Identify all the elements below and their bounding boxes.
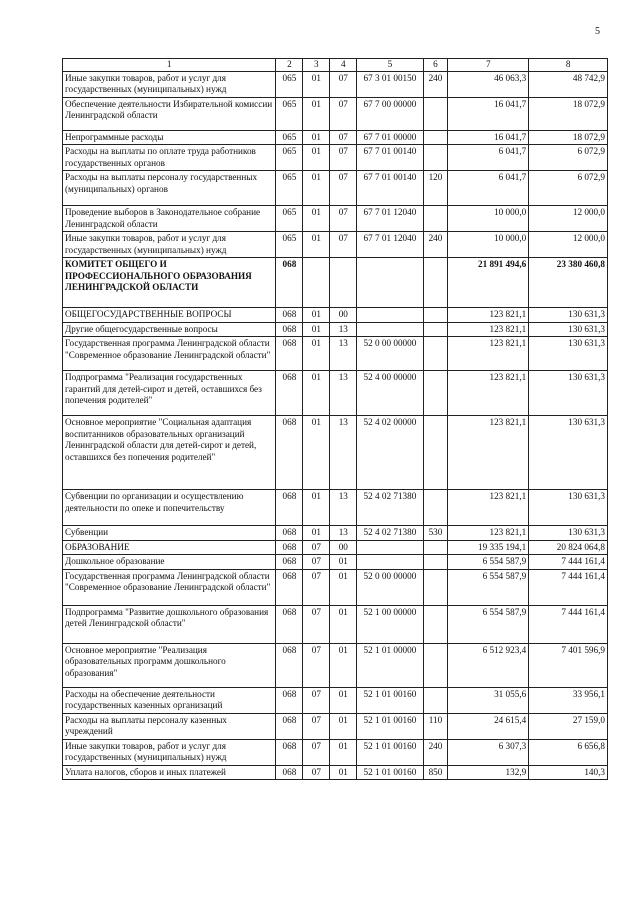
table-cell-vr: [423, 337, 448, 371]
table-cell-csr: 52 0 00 00000: [357, 569, 423, 605]
table-cell-name: Иные закупки товаров, работ и услуг для государственных (муниципальных) нужд: [63, 71, 276, 97]
table-cell-csr: 52 4 02 71380: [357, 490, 423, 526]
table-cell-grbs: 065: [276, 206, 303, 232]
table-cell-grbs: 068: [276, 765, 303, 780]
table-cell-rz: 01: [303, 526, 330, 541]
table-cell-pr: 01: [330, 765, 357, 780]
table-cell-csr: 67 7 01 00140: [357, 171, 423, 206]
table-cell-sum1: 6 554 587,9: [448, 555, 529, 570]
table-cell-pr: 13: [330, 337, 357, 371]
table-cell-vr: [423, 258, 448, 308]
table-cell-grbs: 065: [276, 145, 303, 171]
table-row: [63, 540, 608, 555]
table-cell-sum2: 7 444 161,4: [529, 555, 608, 570]
column-header: 6: [423, 59, 448, 72]
table-cell-name: Подпрограмма "Развитие дошкольного образования детей Ленинградской области": [63, 605, 276, 643]
table-cell-pr: 07: [330, 206, 357, 232]
table-cell-csr: 52 4 00 00000: [357, 371, 423, 416]
table-row: [63, 206, 608, 232]
table-cell-pr: 01: [330, 687, 357, 713]
table-cell-pr: 07: [330, 130, 357, 145]
table-cell-sum2: 130 631,3: [529, 371, 608, 416]
table-cell-name: Расходы на обеспечение деятельности государственных казенных организаций: [63, 687, 276, 713]
table-cell-sum1: 10 000,0: [448, 232, 529, 258]
table-cell-pr: [330, 258, 357, 308]
table-cell-sum1: 16 041,7: [448, 130, 529, 145]
table-cell-rz: 07: [303, 555, 330, 570]
table-cell-grbs: 068: [276, 605, 303, 643]
table-cell-rz: 01: [303, 206, 330, 232]
table-cell-name: Расходы на выплаты персоналу казенных учреждений: [63, 713, 276, 739]
table-cell-grbs: 068: [276, 371, 303, 416]
table-cell-sum2: 20 824 064,8: [529, 540, 608, 555]
table-cell-rz: 07: [303, 739, 330, 765]
table-cell-sum1: 31 055,6: [448, 687, 529, 713]
table-cell-rz: 07: [303, 605, 330, 643]
table-cell-pr: 13: [330, 371, 357, 416]
table-cell-csr: 52 1 01 00160: [357, 713, 423, 739]
table-cell-vr: [423, 687, 448, 713]
table-cell-pr: 01: [330, 569, 357, 605]
table-cell-rz: 01: [303, 308, 330, 323]
table-row: [63, 555, 608, 570]
table-cell-sum2: 12 000,0: [529, 232, 608, 258]
table-row: [63, 371, 608, 416]
table-cell-sum1: 21 891 494,6: [448, 258, 529, 308]
table-cell-rz: 01: [303, 371, 330, 416]
table-cell-csr: 52 1 01 00160: [357, 687, 423, 713]
table-cell-csr: 52 4 02 71380: [357, 526, 423, 541]
table-cell-name: Государственная программа Ленинградской области "Современное образование Ленинградской области": [63, 569, 276, 605]
table-cell-vr: [423, 605, 448, 643]
table-row: [63, 687, 608, 713]
table-cell-grbs: 068: [276, 322, 303, 337]
table-cell-name: Государственная программа Ленинградской области "Современное образование Ленинградской области": [63, 337, 276, 371]
table-cell-vr: 530: [423, 526, 448, 541]
table-cell-sum1: 24 615,4: [448, 713, 529, 739]
table-cell-pr: 00: [330, 308, 357, 323]
column-header: 7: [448, 59, 529, 72]
table-cell-pr: 01: [330, 555, 357, 570]
table-row: [63, 765, 608, 780]
table-cell-grbs: 068: [276, 308, 303, 323]
table-cell-rz: 01: [303, 232, 330, 258]
table-cell-vr: 240: [423, 232, 448, 258]
table-cell-sum2: 7 401 596,9: [529, 643, 608, 687]
table-cell-sum2: 130 631,3: [529, 490, 608, 526]
table-cell-pr: 07: [330, 171, 357, 206]
column-header: 4: [330, 59, 357, 72]
table-cell-csr: 52 0 00 00000: [357, 337, 423, 371]
table-cell-grbs: 068: [276, 555, 303, 570]
table-row: [63, 71, 608, 97]
table-cell-csr: 67 7 00 00000: [357, 97, 423, 130]
table-cell-sum2: 27 159,0: [529, 713, 608, 739]
table-cell-sum2: 6 072,9: [529, 145, 608, 171]
table-row: [63, 713, 608, 739]
table-cell-sum1: 123 821,1: [448, 322, 529, 337]
table-cell-csr: 67 7 01 12040: [357, 232, 423, 258]
table-cell-sum1: 6 041,7: [448, 171, 529, 206]
table-row: [63, 308, 608, 323]
table-cell-pr: 13: [330, 416, 357, 490]
table-cell-rz: 01: [303, 145, 330, 171]
table-cell-csr: [357, 555, 423, 570]
table-cell-grbs: 065: [276, 171, 303, 206]
table-row: [63, 337, 608, 371]
table-cell-vr: [423, 569, 448, 605]
table-cell-name: Другие общегосударственные вопросы: [63, 322, 276, 337]
table-cell-sum1: 6 554 587,9: [448, 605, 529, 643]
table-cell-grbs: 068: [276, 526, 303, 541]
table-cell-sum2: 12 000,0: [529, 206, 608, 232]
table-cell-sum2: 130 631,3: [529, 322, 608, 337]
table-row: [63, 739, 608, 765]
table-cell-csr: 52 4 02 00000: [357, 416, 423, 490]
budget-table: [62, 58, 608, 780]
table-cell-vr: [423, 145, 448, 171]
table-cell-csr: [357, 322, 423, 337]
table-cell-sum1: 123 821,1: [448, 371, 529, 416]
table-cell-name: Субвенции: [63, 526, 276, 541]
table-cell-vr: 120: [423, 171, 448, 206]
table-cell-grbs: 065: [276, 130, 303, 145]
column-number-row: [63, 59, 608, 72]
table-row: [63, 605, 608, 643]
table-cell-sum2: 6 072,9: [529, 171, 608, 206]
table-cell-vr: [423, 371, 448, 416]
table-cell-rz: 01: [303, 130, 330, 145]
table-cell-pr: 00: [330, 540, 357, 555]
table-cell-grbs: 068: [276, 540, 303, 555]
table-cell-name: Иные закупки товаров, работ и услуг для государственных (муниципальных) нужд: [63, 232, 276, 258]
table-cell-name: Дошкольное образование: [63, 555, 276, 570]
table-cell-grbs: 068: [276, 416, 303, 490]
table-cell-name: Обеспечение деятельности Избирательной комиссии Ленинградской области: [63, 97, 276, 130]
table-cell-vr: [423, 643, 448, 687]
table-row: [63, 130, 608, 145]
table-cell-vr: [423, 322, 448, 337]
table-cell-sum2: 7 444 161,4: [529, 605, 608, 643]
table-cell-csr: [357, 540, 423, 555]
table-cell-name: Основное мероприятие "Реализация образовательных программ дошкольного образования": [63, 643, 276, 687]
table-cell-grbs: 065: [276, 97, 303, 130]
table-cell-rz: 07: [303, 765, 330, 780]
table-cell-csr: 67 7 01 00140: [357, 145, 423, 171]
table-cell-name: Основное мероприятие "Социальная адаптация воспитанников образовательных организаций Ленинградской области для детей-сирот и детей, оставшихся без попечения родителей": [63, 416, 276, 490]
table-cell-grbs: 065: [276, 232, 303, 258]
table-cell-sum1: 132,9: [448, 765, 529, 780]
table-cell-rz: 01: [303, 322, 330, 337]
table-cell-sum1: 10 000,0: [448, 206, 529, 232]
table-cell-sum1: 123 821,1: [448, 337, 529, 371]
table-cell-csr: 52 1 00 00000: [357, 605, 423, 643]
table-row: [63, 490, 608, 526]
column-header: 1: [63, 59, 276, 72]
table-cell-sum2: 6 656,8: [529, 739, 608, 765]
table-cell-csr: 67 3 01 00150: [357, 71, 423, 97]
table-cell-pr: 01: [330, 739, 357, 765]
table-cell-csr: 67 7 01 12040: [357, 206, 423, 232]
table-cell-grbs: 068: [276, 713, 303, 739]
table-cell-name: Расходы на выплаты по оплате труда работников государственных органов: [63, 145, 276, 171]
table-cell-vr: [423, 206, 448, 232]
table-cell-csr: [357, 258, 423, 308]
table-cell-sum1: 123 821,1: [448, 490, 529, 526]
table-row: [63, 569, 608, 605]
table-cell-pr: 01: [330, 605, 357, 643]
table-cell-sum2: 23 380 460,8: [529, 258, 608, 308]
table-cell-csr: [357, 308, 423, 323]
table-cell-rz: 01: [303, 171, 330, 206]
table-cell-pr: 13: [330, 526, 357, 541]
table-cell-grbs: 068: [276, 739, 303, 765]
table-cell-vr: 240: [423, 739, 448, 765]
table-cell-grbs: 065: [276, 71, 303, 97]
table-cell-sum1: 16 041,7: [448, 97, 529, 130]
table-cell-sum1: 123 821,1: [448, 416, 529, 490]
table-row: [63, 171, 608, 206]
table-cell-sum2: 18 072,9: [529, 130, 608, 145]
table-cell-name: ОБРАЗОВАНИЕ: [63, 540, 276, 555]
table-cell-sum2: 130 631,3: [529, 416, 608, 490]
table-cell-sum2: 130 631,3: [529, 337, 608, 371]
table-cell-sum1: 19 335 194,1: [448, 540, 529, 555]
table-cell-sum2: 7 444 161,4: [529, 569, 608, 605]
column-header: 8: [529, 59, 608, 72]
table-cell-pr: 01: [330, 713, 357, 739]
table-cell-rz: 07: [303, 687, 330, 713]
table-cell-rz: 01: [303, 490, 330, 526]
table-cell-sum1: 6 041,7: [448, 145, 529, 171]
table-cell-sum2: 48 742,9: [529, 71, 608, 97]
table-cell-grbs: 068: [276, 569, 303, 605]
table-row: [63, 416, 608, 490]
table-cell-csr: 67 7 01 00000: [357, 130, 423, 145]
table-cell-vr: [423, 308, 448, 323]
table-cell-name: Иные закупки товаров, работ и услуг для государственных (муниципальных) нужд: [63, 739, 276, 765]
table-row: [63, 643, 608, 687]
table-cell-rz: 07: [303, 643, 330, 687]
table-cell-pr: 13: [330, 490, 357, 526]
table-cell-rz: 01: [303, 337, 330, 371]
table-cell-vr: [423, 555, 448, 570]
table-cell-sum1: 46 063,3: [448, 71, 529, 97]
column-header: 5: [357, 59, 423, 72]
table-cell-name: Подпрограмма "Реализация государственных гарантий для детей-сирот и детей, оставшихся без попечения родителей": [63, 371, 276, 416]
table-cell-vr: 850: [423, 765, 448, 780]
table-cell-sum1: 6 512 923,4: [448, 643, 529, 687]
table-row: [63, 232, 608, 258]
table-cell-sum2: 140,3: [529, 765, 608, 780]
column-header: 3: [303, 59, 330, 72]
table-cell-name: Субвенции по организации и осуществлению деятельности по опеке и попечительству: [63, 490, 276, 526]
page-number: 5: [595, 26, 600, 37]
table-cell-rz: 01: [303, 97, 330, 130]
table-cell-pr: 07: [330, 232, 357, 258]
table-row: [63, 145, 608, 171]
table-row: [63, 526, 608, 541]
table-cell-name: Расходы на выплаты персоналу государственных (муниципальных) органов: [63, 171, 276, 206]
table-row: [63, 322, 608, 337]
table-cell-sum2: 33 956,1: [529, 687, 608, 713]
table-cell-vr: [423, 490, 448, 526]
table-cell-pr: 01: [330, 643, 357, 687]
table-cell-grbs: 068: [276, 337, 303, 371]
table-cell-grbs: 068: [276, 687, 303, 713]
table-cell-rz: [303, 258, 330, 308]
table-cell-sum1: 123 821,1: [448, 526, 529, 541]
table-cell-name: Проведение выборов в Законодательное собрание Ленинградской области: [63, 206, 276, 232]
table-cell-rz: 07: [303, 540, 330, 555]
table-cell-name: Уплата налогов, сборов и иных платежей: [63, 765, 276, 780]
table-cell-sum1: 123 821,1: [448, 308, 529, 323]
table-cell-csr: 52 1 01 00160: [357, 765, 423, 780]
table-row: [63, 258, 608, 308]
table-cell-pr: 07: [330, 97, 357, 130]
table-cell-sum2: 18 072,9: [529, 97, 608, 130]
column-header: 2: [276, 59, 303, 72]
table-cell-name: ОБЩЕГОСУДАРСТВЕННЫЕ ВОПРОСЫ: [63, 308, 276, 323]
table-cell-pr: 13: [330, 322, 357, 337]
table-cell-name: Непрограммные расходы: [63, 130, 276, 145]
table-cell-rz: 01: [303, 71, 330, 97]
table-cell-grbs: 068: [276, 490, 303, 526]
table-cell-vr: [423, 540, 448, 555]
table-cell-sum2: 130 631,3: [529, 526, 608, 541]
table-cell-grbs: 068: [276, 643, 303, 687]
table-cell-vr: [423, 97, 448, 130]
table-cell-csr: 52 1 01 00160: [357, 739, 423, 765]
table-cell-vr: 240: [423, 71, 448, 97]
table-cell-vr: 110: [423, 713, 448, 739]
table-cell-pr: 07: [330, 71, 357, 97]
table-cell-sum2: 130 631,3: [529, 308, 608, 323]
table-cell-grbs: 068: [276, 258, 303, 308]
table-row: [63, 97, 608, 130]
table-cell-sum1: 6 307,3: [448, 739, 529, 765]
table-cell-name: КОМИТЕТ ОБЩЕГО И ПРОФЕССИОНАЛЬНОГО ОБРАЗОВАНИЯ ЛЕНИНГРАДСКОЙ ОБЛАСТИ: [63, 258, 276, 308]
table-cell-rz: 07: [303, 569, 330, 605]
table-cell-pr: 07: [330, 145, 357, 171]
table-cell-rz: 07: [303, 713, 330, 739]
table-cell-rz: 01: [303, 416, 330, 490]
table-cell-vr: [423, 130, 448, 145]
table-cell-vr: [423, 416, 448, 490]
table-cell-sum1: 6 554 587,9: [448, 569, 529, 605]
table-cell-csr: 52 1 01 00000: [357, 643, 423, 687]
